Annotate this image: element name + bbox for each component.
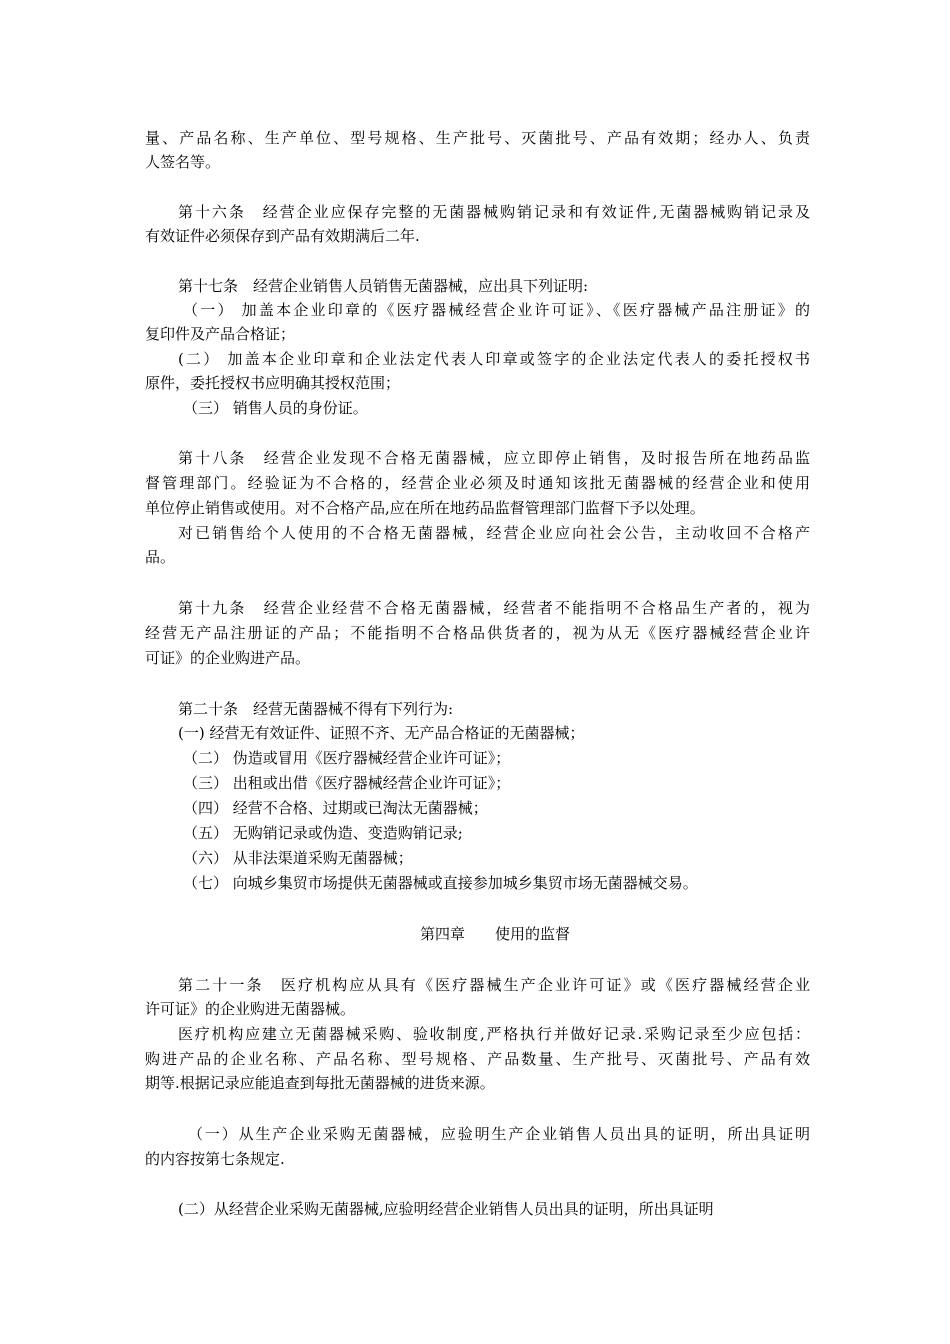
article-19-heading: 第十九条 经营企业经营不合格无菌器械，经营者不能指明不合格品生产者的，视为	[178, 599, 810, 617]
list-item: (二） 加盖本企业印章和企业法定代表人印章或签字的企业法定代表人的委托授权书	[178, 350, 810, 368]
text-line: 的内容按第七条规定.	[145, 1150, 285, 1168]
text-line: 督管理部门。经验证为不合格的，经营企业必须及时通知该批无菌器械的经营企业和使用	[145, 474, 810, 492]
list-item: （三） 销售人员的身份证。	[183, 399, 368, 417]
text-line: 有效证件必须保存到产品有效期满后二年.	[145, 227, 420, 245]
text-line: 对已销售给个人使用的不合格无菌器械，经营企业应向社会公告，主动收回不合格产	[178, 524, 810, 542]
text-line: 经营无产品注册证的产品；不能指明不合格品供货者的，视为从无《医疗器械经营企业许	[145, 624, 810, 642]
text-line: 许可证》的企业购进无菌器械。	[145, 1000, 356, 1018]
text-line: 量、产品名称、生产单位、型号规格、生产批号、灭菌批号、产品有效期；经办人、负责	[145, 129, 810, 147]
article-21-heading: 第二十一条 医疗机构应从具有《医疗器械生产企业许可证》或《医疗器械经营企业	[178, 976, 810, 994]
list-item: （一）从生产企业采购无菌器械，应验明生产企业销售人员出具的证明，所出具证明	[188, 1125, 810, 1143]
text-line: 期等.根据记录应能追查到每批无菌器械的进货来源。	[145, 1074, 495, 1092]
text-line: 人签名等。	[145, 153, 221, 171]
list-item: （五） 无购销记录或伪造、变造购销记录;	[183, 824, 463, 842]
article-20-heading: 第二十条 经营无菌器械不得有下列行为:	[178, 700, 454, 718]
list-item: （一） 加盖本企业印章的《医疗器械经营企业许可证》、《医疗器械产品注册证》的	[183, 301, 810, 319]
list-item: （六） 从非法渠道采购无菌器械；	[183, 849, 413, 867]
text-line: 复印件及产品合格证；	[145, 325, 296, 343]
text-line: 医疗机构应建立无菌器械采购、验收制度,严格执行并做好记录.采购记录至少应包括：	[178, 1025, 810, 1043]
text-line: 原件，委托授权书应明确其授权范围；	[145, 374, 401, 392]
text-line: 单位停止销售或使用。对不合格产品,应在所在地药品监督管理部门监督下予以处理。	[145, 499, 705, 517]
list-item: （四） 经营不合格、过期或已淘汰无菌器械；	[183, 799, 488, 817]
list-item: （三） 出租或出借《医疗器械经营企业许可证》；	[183, 774, 511, 792]
text-line: 品。	[145, 548, 176, 566]
text-line: 可证》的企业购进产品。	[145, 649, 311, 667]
chapter-heading: 第四章 使用的监督	[419, 925, 570, 943]
text-line: 购进产品的企业名称、产品名称、型号规格、产品数量、生产批号、灭菌批号、产品有效	[145, 1050, 810, 1068]
list-item: (一) 经营无有效证件、证照不齐、无产品合格证的无菌器械；	[178, 724, 585, 742]
list-item: （二） 伪造或冒用《医疗器械经营企业许可证》；	[183, 749, 511, 767]
list-item: (二）从经营企业采购无菌器械,应验明经营企业销售人员出具的证明，所出具证明	[178, 1200, 714, 1218]
article-16-heading: 第十六条 经营企业应保存完整的无菌器械购销记录和有效证件,无菌器械购销记录及	[178, 203, 810, 221]
article-17-heading: 第十七条 经营企业销售人员销售无菌器械，应出具下列证明:	[178, 277, 589, 295]
list-item: （七） 向城乡集贸市场提供无菌器械或直接参加城乡集贸市场无菌器械交易。	[183, 874, 698, 892]
article-18-heading: 第十八条 经营企业发现不合格无菌器械，应立即停止销售，及时报告所在地药品监	[178, 449, 810, 467]
